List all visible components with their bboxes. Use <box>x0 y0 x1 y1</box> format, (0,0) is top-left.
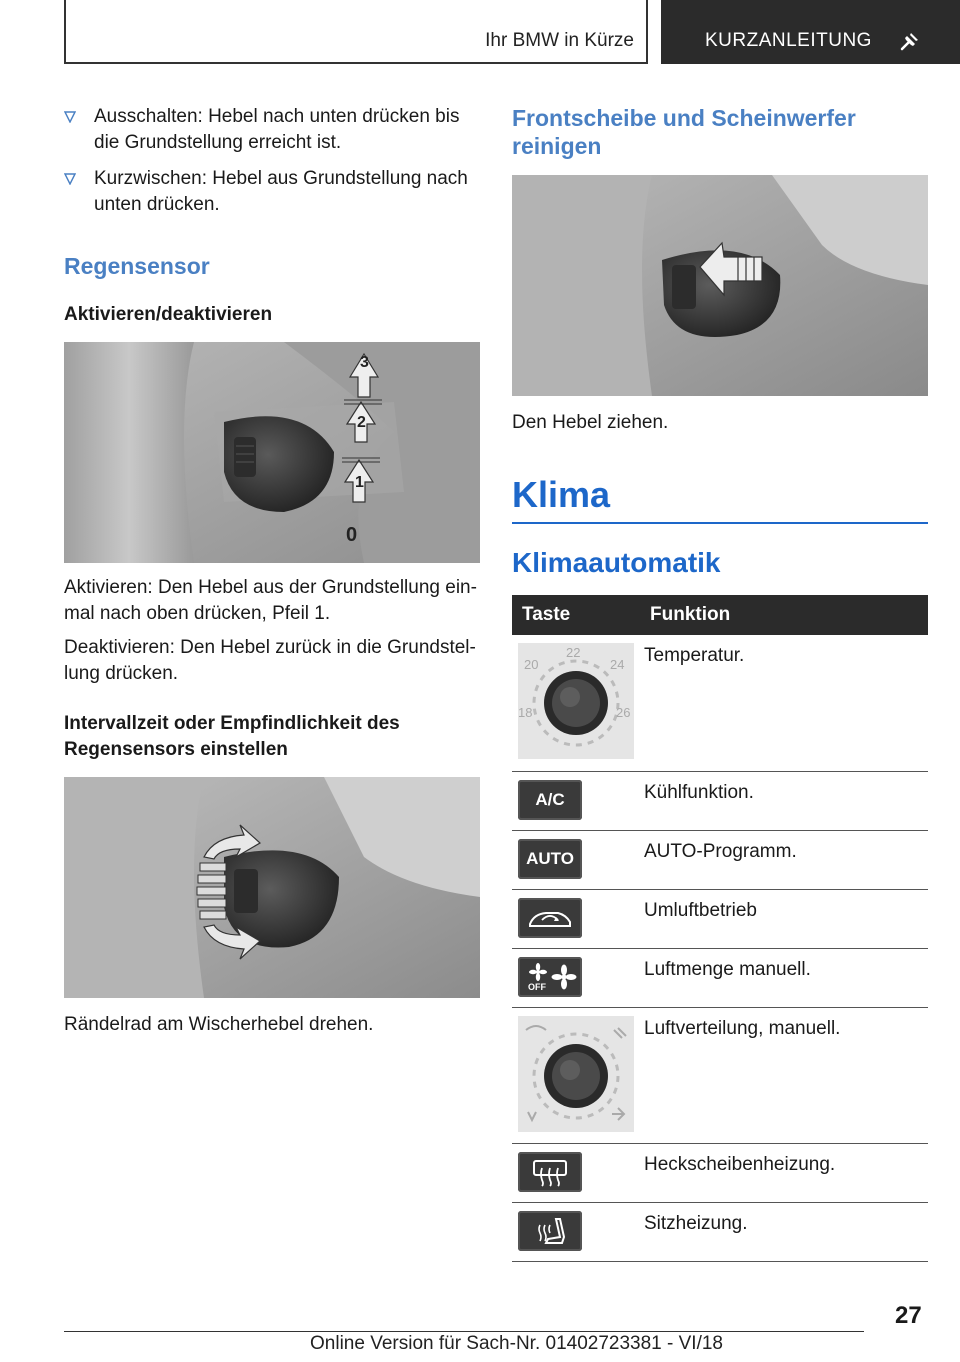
chapter-label: KURZANLEITUNG <box>705 30 872 51</box>
thumbwheel-illustration <box>64 777 480 998</box>
function-text: Sitzheizung. <box>642 1202 928 1261</box>
table-row <box>512 1143 928 1202</box>
wiper-lever-illustration <box>64 342 480 563</box>
footer-divider <box>64 1331 864 1332</box>
pin-icon <box>899 30 921 52</box>
column-header-taste: Taste <box>512 595 642 635</box>
figure-2-caption: Rändelrad am Wischerhebel drehen. <box>64 1014 374 1035</box>
header-section-box <box>64 0 648 64</box>
right-column <box>512 104 928 1262</box>
arrow-label-0: 0 <box>346 524 358 546</box>
bullet-text: Ausschalten: Hebel nach unten drücken bis die Grundstellung erreicht ist. <box>94 106 460 153</box>
online-version-text: Online Version für Sach-Nr. 01402723381 - VI/18 <box>310 1333 723 1354</box>
function-text: Luftmenge manuell. <box>642 948 928 1007</box>
table-row <box>512 635 928 771</box>
section-title: Ihr BMW in Kürze <box>485 30 634 51</box>
function-text: Umluftbetrieb <box>642 889 928 948</box>
table-row <box>512 830 928 889</box>
auto-button-icon: AUTO <box>518 839 582 879</box>
function-text: AUTO-Programm. <box>642 830 928 889</box>
triangle-bullet-icon <box>64 111 76 123</box>
figure-3-caption: Den Hebel ziehen. <box>512 412 669 433</box>
table-row <box>512 771 928 830</box>
temperature-dial-icon: 20 22 24 18 26 <box>518 643 634 759</box>
rain-sensor-heading: Regensensor <box>64 253 210 279</box>
wash-heading: Frontscheibe und Scheinwerfer reinigen <box>512 105 856 159</box>
rear-defrost-button-icon <box>518 1152 582 1192</box>
function-text: Temperatur. <box>642 635 928 771</box>
wiper-lever-figure-3 <box>512 175 928 396</box>
klimaautomatik-heading: Klimaautomatik <box>512 547 721 578</box>
table-row <box>512 1007 928 1143</box>
wiper-lever-figure-2 <box>64 777 480 998</box>
recirculation-button-icon <box>518 898 582 938</box>
bullet-text: Kurzwischen: Hebel aus Grundstellung nach unten drücken. <box>94 168 468 215</box>
list-item <box>64 166 480 218</box>
page-number: 27 <box>895 1302 922 1329</box>
klima-heading: Klima <box>512 474 611 515</box>
function-text: Heckscheibenheizung. <box>642 1143 928 1202</box>
activate-heading: Aktivieren/deaktivieren <box>64 304 273 325</box>
left-column <box>64 104 480 1038</box>
interval-heading: Intervallzeit oder Empfindlichkeit des Regensensors einstellen <box>64 713 400 760</box>
activate-text: Aktivieren: Den Hebel aus der Grundstellung ein-mal nach oben drücken, Pfeil 1. <box>64 577 477 624</box>
table-row <box>512 889 928 948</box>
column-header-funktion: Funktion <box>642 595 928 635</box>
wiper-lever-figure-1 <box>64 342 480 563</box>
klima-divider <box>512 522 928 524</box>
chapter-tab <box>661 0 960 64</box>
function-text: Kühlfunktion. <box>642 771 928 830</box>
arrow-label-1: 1 <box>355 474 364 491</box>
table-row <box>512 948 928 1007</box>
washer-lever-illustration <box>512 175 928 396</box>
deactivate-text: Deaktivieren: Den Hebel zurück in die Grundstel-lung drücken. <box>64 637 476 684</box>
arrow-label-3: 3 <box>360 354 369 371</box>
ac-button-icon: A/C <box>518 780 582 820</box>
function-text: Luftverteilung, manuell. <box>642 1007 928 1143</box>
table-header-row <box>512 595 928 635</box>
seat-heating-button-icon <box>518 1211 582 1251</box>
arrow-label-2: 2 <box>357 414 366 431</box>
list-item <box>64 104 480 156</box>
climate-function-table <box>512 595 928 1262</box>
fan-button-icon: OFF <box>518 957 582 997</box>
triangle-bullet-icon <box>64 173 76 185</box>
air-distribution-dial-icon <box>518 1016 634 1132</box>
table-row <box>512 1202 928 1261</box>
